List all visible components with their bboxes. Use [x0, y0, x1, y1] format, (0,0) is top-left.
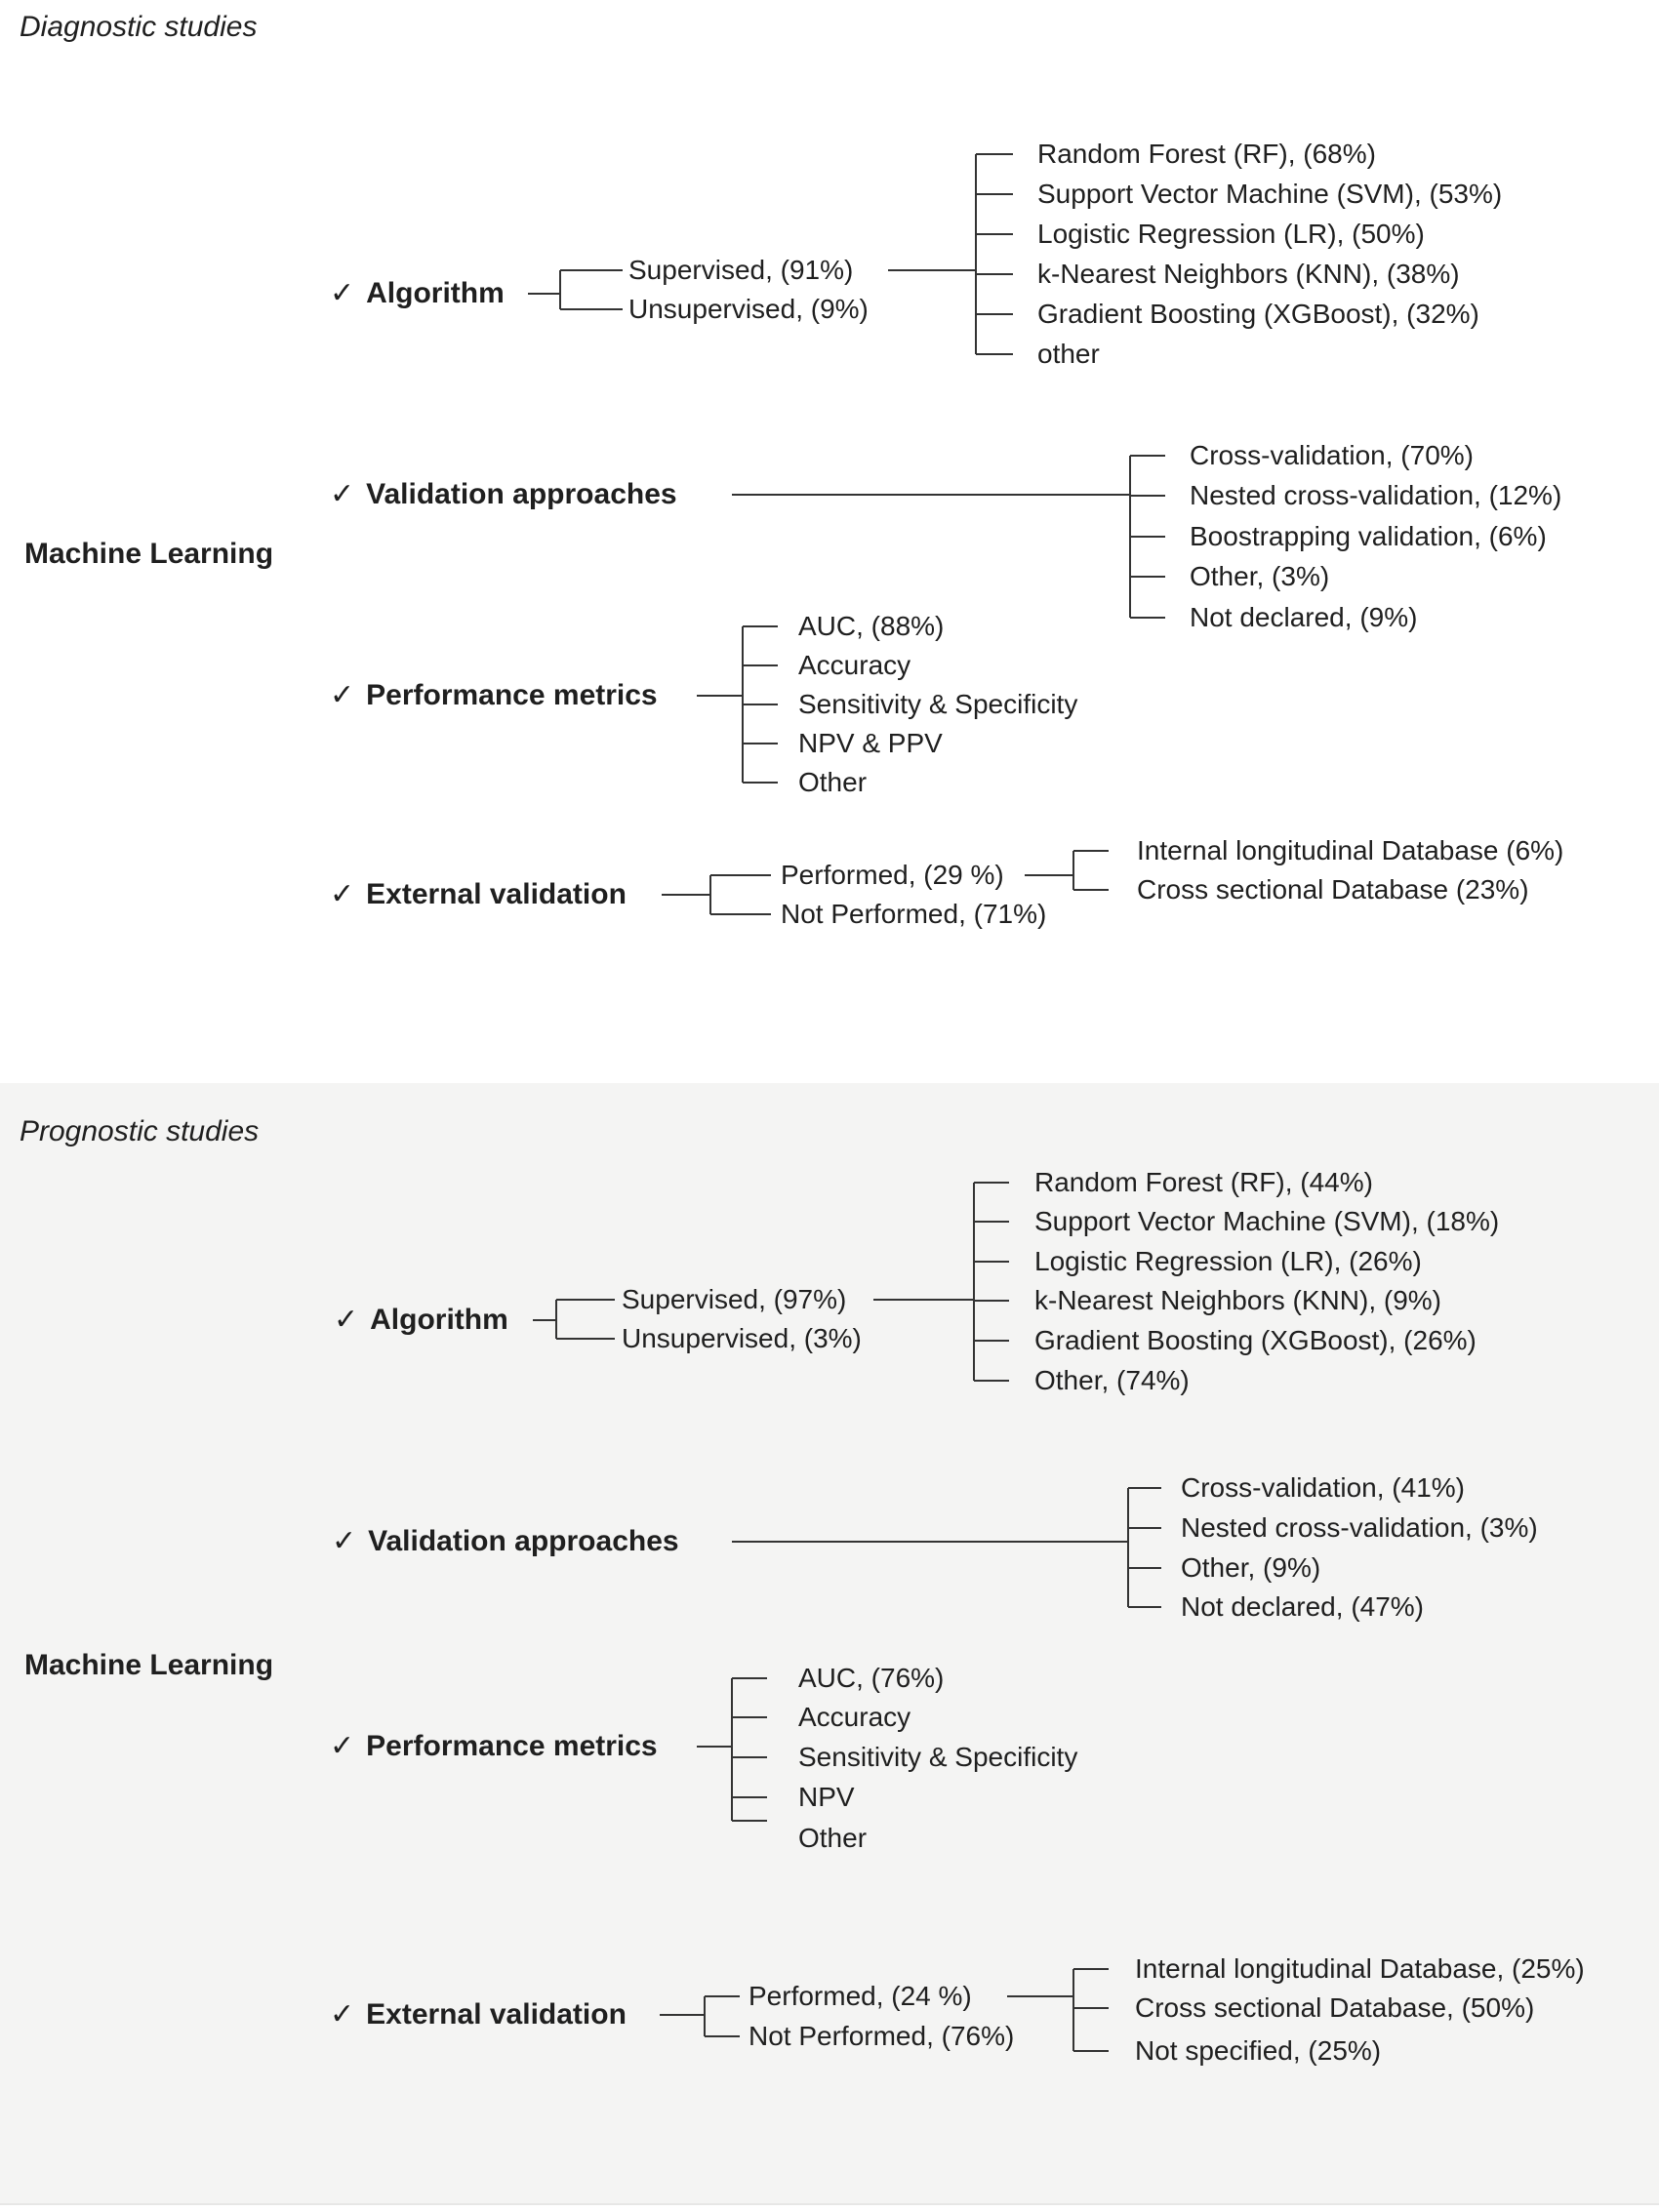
prognostic-external-label: External validation — [366, 1998, 627, 2031]
diagnostic-algorithm-types-bracket — [888, 154, 1013, 354]
prognostic-external-db-notspecified: Not specified, (25%) — [1135, 2035, 1382, 2066]
diagnostic-external-db-internal: Internal longitudinal Database (6%) — [1137, 835, 1564, 865]
prognostic-external-db-internal: Internal longitudinal Database, (25%) — [1135, 1953, 1585, 1984]
prognostic-external-performed: Performed, (24 %) — [749, 1981, 972, 2011]
prognostic-branch-metrics — [330, 1730, 658, 1763]
diagnostic-algorithm-type-xgboost: Gradient Boosting (XGBoost), (32%) — [1037, 299, 1479, 329]
prognostic-metric-auc: AUC, (76%) — [798, 1663, 945, 1693]
diagnostic-branch-external — [330, 878, 627, 911]
prognostic-validation-label: Validation approaches — [368, 1525, 679, 1557]
diagnostic-supervised-node: Supervised, (91%) — [628, 255, 854, 285]
diagnostic-external-label: External validation — [366, 878, 627, 910]
prognostic-branch-validation — [332, 1525, 679, 1558]
prognostic-metric-accuracy: Accuracy — [798, 1702, 911, 1732]
diagnostic-metric-sens-spec: Sensitivity & Specificity — [798, 689, 1078, 719]
diagnostic-algorithm-type-rf: Random Forest (RF), (68%) — [1037, 139, 1376, 169]
diagnostic-metrics-label: Performance metrics — [366, 679, 658, 711]
diagnostic-branch-validation — [330, 478, 677, 511]
checkmark-icon: ✓ — [330, 878, 355, 910]
prognostic-unsupervised-node: Unsupervised, (3%) — [622, 1323, 862, 1353]
checkmark-icon: ✓ — [330, 478, 355, 510]
diagnostic-branch-metrics — [330, 679, 658, 712]
diagnostic-validation-type-cv: Cross-validation, (70%) — [1190, 440, 1474, 470]
diagnostic-metric-accuracy: Accuracy — [798, 650, 911, 680]
prognostic-algorithm-type-svm: Support Vector Machine (SVM), (18%) — [1034, 1206, 1500, 1236]
machine-learning-label-diagnostic: Machine Learning — [24, 538, 274, 570]
diagnostic-validation-type-bootstrap: Boostrapping validation, (6%) — [1190, 521, 1547, 551]
diagnostic-validation-type-nested: Nested cross-validation, (12%) — [1190, 480, 1562, 510]
diagnostic-algorithm-bracket — [528, 270, 623, 309]
diagnostic-validation-type-other: Other, (3%) — [1190, 561, 1330, 591]
prognostic-algorithm-type-xgboost: Gradient Boosting (XGBoost), (26%) — [1034, 1325, 1477, 1355]
prognostic-algorithm-type-lr: Logistic Regression (LR), (26%) — [1034, 1246, 1422, 1276]
prognostic-metric-sens-spec: Sensitivity & Specificity — [798, 1742, 1078, 1772]
prognostic-algorithm-type-other: Other, (74%) — [1034, 1365, 1190, 1395]
prognostic-metric-npv: NPV — [798, 1782, 855, 1812]
diagnostic-external-db-cross: Cross sectional Database (23%) — [1137, 874, 1529, 905]
diagnostic-validation-type-notdeclared: Not declared, (9%) — [1190, 602, 1418, 632]
checkmark-icon: ✓ — [330, 1730, 355, 1762]
prognostic-algorithm-type-knn: k-Nearest Neighbors (KNN), (9%) — [1034, 1285, 1441, 1315]
diagnostic-metric-npv-ppv: NPV & PPV — [798, 728, 943, 758]
diagnostic-algorithm-type-lr: Logistic Regression (LR), (50%) — [1037, 219, 1425, 249]
diagnostic-external-not-performed: Not Performed, (71%) — [781, 899, 1047, 929]
checkmark-icon: ✓ — [330, 1998, 355, 2031]
prognostic-branch-algorithm — [334, 1304, 508, 1337]
prognostic-algorithm-label: Algorithm — [370, 1304, 508, 1336]
prognostic-section-title: Prognostic studies — [20, 1115, 260, 1147]
diagnostic-algorithm-type-other: other — [1037, 339, 1100, 369]
prognostic-external-db-cross: Cross sectional Database, (50%) — [1135, 1992, 1535, 2023]
diagnostic-algorithm-label: Algorithm — [366, 277, 505, 309]
diagnostic-metric-auc: AUC, (88%) — [798, 611, 945, 641]
prognostic-supervised-node: Supervised, (97%) — [622, 1284, 847, 1314]
diagnostic-branch-algorithm — [330, 277, 505, 310]
checkmark-icon: ✓ — [330, 679, 355, 711]
diagnostic-external-performed: Performed, (29 %) — [781, 860, 1004, 890]
machine-learning-label-prognostic: Machine Learning — [24, 1649, 274, 1681]
prognostic-validation-type-nested: Nested cross-validation, (3%) — [1181, 1512, 1538, 1543]
checkmark-icon: ✓ — [334, 1304, 359, 1336]
prognostic-validation-type-notdeclared: Not declared, (47%) — [1181, 1591, 1425, 1622]
diagnostic-section-title: Diagnostic studies — [20, 11, 258, 43]
diagnostic-metric-other: Other — [798, 767, 868, 797]
prognostic-metric-other: Other — [798, 1823, 868, 1853]
diagnostic-validation-bracket — [732, 456, 1165, 618]
prognostic-branch-external — [330, 1998, 627, 2031]
diagnostic-algorithm-type-svm: Support Vector Machine (SVM), (53%) — [1037, 179, 1503, 209]
prognostic-metrics-label: Performance metrics — [366, 1730, 658, 1762]
diagnostic-validation-label: Validation approaches — [366, 478, 677, 510]
diagnostic-algorithm-type-knn: k-Nearest Neighbors (KNN), (38%) — [1037, 259, 1460, 289]
prognostic-algorithm-type-rf: Random Forest (RF), (44%) — [1034, 1167, 1373, 1197]
checkmark-icon: ✓ — [330, 277, 355, 309]
prognostic-validation-type-other: Other, (9%) — [1181, 1552, 1321, 1583]
diagnostic-metrics-bracket — [697, 626, 778, 783]
prognostic-validation-type-cv: Cross-validation, (41%) — [1181, 1472, 1465, 1503]
checkmark-icon: ✓ — [332, 1525, 357, 1557]
prognostic-external-not-performed: Not Performed, (76%) — [749, 2021, 1015, 2051]
diagnostic-unsupervised-node: Unsupervised, (9%) — [628, 294, 869, 324]
